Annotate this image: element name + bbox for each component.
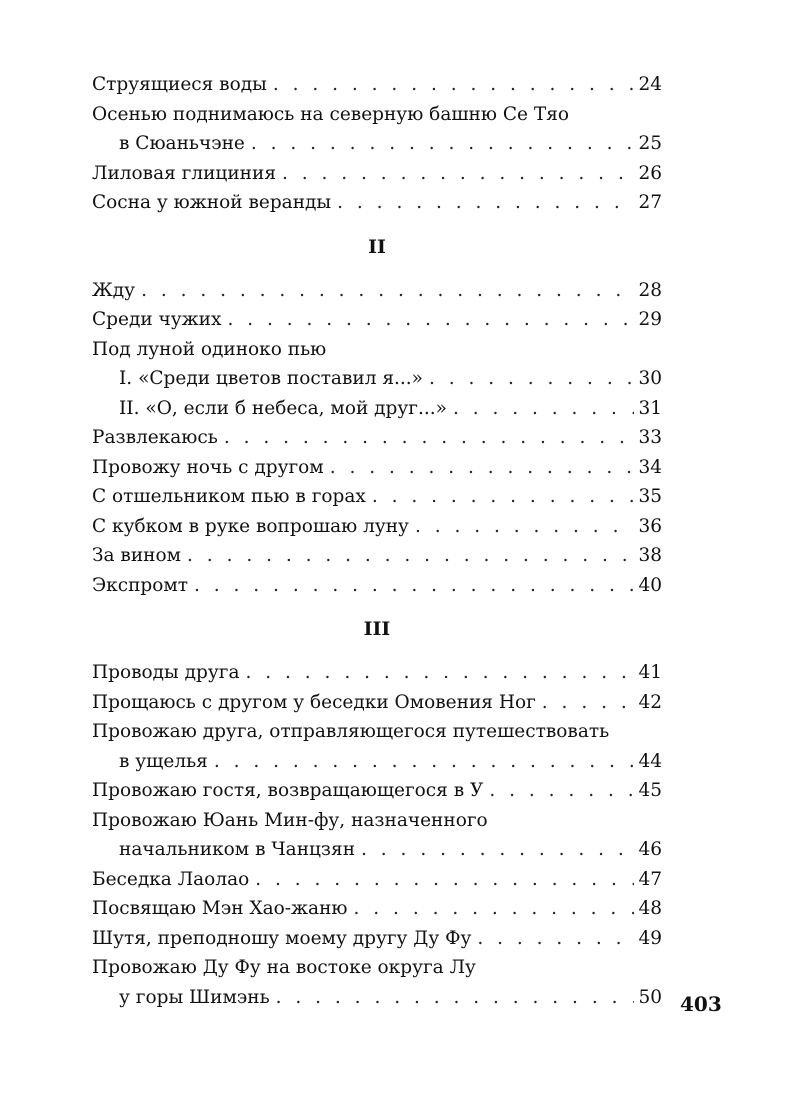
toc-entry-line (92, 835, 662, 865)
toc-entry (92, 953, 662, 1012)
dot-leader (330, 453, 634, 483)
entry-title: в Сюаньчэне (119, 133, 245, 154)
toc-entry (92, 482, 662, 512)
entry-title: Провожаю Ду Фу на востоке округа Лу (92, 957, 476, 978)
entry-title: Жду (92, 279, 136, 301)
dot-leader (246, 658, 634, 688)
toc-entry-line (92, 512, 662, 542)
entry-page-number: 44 (638, 750, 662, 772)
entry-title: С отшельником пью в горах (92, 486, 366, 507)
dot-leader (273, 70, 634, 100)
toc-entry-line (92, 747, 662, 777)
section-numeral: II (368, 235, 386, 258)
entry-page-number: 31 (638, 397, 662, 419)
toc-entry (92, 305, 662, 335)
dot-leader (477, 924, 634, 954)
dot-leader (214, 747, 634, 777)
toc-entry (92, 924, 662, 954)
dot-leader (415, 512, 634, 542)
entry-title: Среди чужих (92, 309, 222, 330)
dot-leader (227, 305, 634, 335)
dot-leader (282, 159, 634, 189)
dot-leader (542, 688, 634, 718)
toc-entry (92, 364, 662, 394)
toc-entry (92, 717, 662, 776)
entry-title: За вином (92, 545, 182, 566)
dot-leader (429, 364, 634, 394)
toc-entry (92, 512, 662, 542)
toc-entry-line (92, 983, 662, 1013)
toc-entry-line (92, 335, 662, 365)
toc-entry (92, 423, 662, 453)
toc-entry-line (92, 70, 662, 100)
toc-entry-line (92, 394, 662, 424)
toc-entry-line (92, 453, 662, 483)
entry-page-number: 24 (638, 74, 662, 95)
entry-title: Лиловая глициния (92, 162, 276, 184)
entry-title: Осенью поднимаюсь на северную башню Се Тяо (92, 103, 569, 125)
entry-title: II. «О, если б небеса, мой друг...» (119, 397, 447, 419)
toc-entry (92, 188, 662, 218)
entry-page-number: 27 (638, 192, 662, 213)
entry-title: Беседка Лаолао (92, 868, 250, 890)
entry-page-number: 34 (638, 456, 662, 478)
entry-page-number: 38 (638, 545, 662, 566)
dot-leader (224, 423, 634, 453)
entry-page-number: 35 (638, 486, 662, 507)
entry-title: Провожаю гостя, возвращающегося в У (92, 780, 484, 801)
entry-page-number: 33 (638, 427, 662, 448)
toc-entry (92, 394, 662, 424)
toc-entry (92, 865, 662, 895)
toc-section (92, 232, 662, 601)
toc-entry-line (92, 865, 662, 895)
dot-leader (141, 276, 634, 306)
entry-title: в ущелья (119, 750, 208, 772)
entry-title: Сосна у южной веранды (92, 192, 332, 213)
entry-title: Провожаю Юань Мин-фу, назначенного (92, 809, 488, 831)
toc-entry-line (92, 953, 662, 983)
toc-entry (92, 776, 662, 806)
table-of-contents (92, 70, 662, 1012)
toc-entry-line (92, 159, 662, 189)
dot-leader (337, 188, 634, 218)
toc-entry-line (92, 806, 662, 836)
toc-entry-line (92, 129, 662, 159)
entry-page-number: 42 (638, 691, 662, 713)
toc-entry (92, 658, 662, 688)
toc-entry (92, 276, 662, 306)
dot-leader (251, 129, 634, 159)
dot-leader (354, 894, 634, 924)
toc-entry-line (92, 658, 662, 688)
entry-title: начальником в Чанцзян (119, 839, 356, 860)
toc-entry-line (92, 717, 662, 747)
toc-entry (92, 159, 662, 189)
toc-entry-line (92, 541, 662, 571)
entry-title: I. «Среди цветов поставил я...» (119, 368, 423, 389)
toc-entry-line (92, 305, 662, 335)
entry-title: Провожу ночь с другом (92, 456, 324, 478)
toc-entry-line (92, 571, 662, 601)
entry-title: С кубком в руке вопрошаю луну (92, 515, 409, 537)
entry-page-number: 49 (638, 927, 662, 949)
entry-title: Проводы друга (92, 662, 240, 683)
toc-entry (92, 453, 662, 483)
toc-entry-line (92, 276, 662, 306)
entry-title: Посвящаю Мэн Хао-жаню (92, 898, 348, 919)
entry-page-number: 46 (638, 839, 662, 860)
entry-page-number: 41 (638, 662, 662, 683)
toc-entry (92, 541, 662, 571)
entry-page-number: 30 (638, 368, 662, 389)
dot-leader (187, 541, 634, 571)
entry-title: Струящиеся воды (92, 74, 267, 95)
entry-page-number: 36 (638, 515, 662, 537)
toc-entry-line (92, 188, 662, 218)
toc-entry-line (92, 688, 662, 718)
toc-entry-line (92, 776, 662, 806)
dot-leader (276, 983, 634, 1013)
entry-page-number: 40 (638, 574, 662, 596)
entry-title: у горы Шимэнь (119, 986, 270, 1008)
entry-page-number: 45 (638, 780, 662, 801)
toc-entry-line (92, 924, 662, 954)
toc-entry-line (92, 482, 662, 512)
section-numeral: III (363, 618, 391, 640)
toc-entry (92, 688, 662, 718)
entry-page-number: 28 (638, 279, 662, 301)
toc-entry-line (92, 100, 662, 130)
entry-page-number: 26 (638, 162, 662, 184)
dot-leader (361, 835, 634, 865)
entry-page-number: 50 (638, 986, 662, 1008)
dot-leader (255, 865, 634, 895)
page-number: 403 (680, 992, 722, 1016)
entry-title: Шутя, преподношу моему другу Ду Фу (92, 927, 472, 949)
toc-entry-line (92, 894, 662, 924)
entry-title: Прощаюсь с другом у беседки Омовения Ног (92, 691, 536, 713)
toc-entry (92, 100, 662, 159)
dot-leader (453, 394, 634, 424)
toc-section (92, 614, 662, 1012)
toc-entry (92, 894, 662, 924)
entry-title: Провожаю друга, отправляющегося путешествовать (92, 721, 610, 742)
entry-title: Экспромт (92, 574, 189, 596)
dot-leader (372, 482, 634, 512)
toc-entry (92, 806, 662, 865)
toc-entry (92, 70, 662, 100)
toc-entry (92, 571, 662, 601)
entry-page-number: 48 (638, 898, 662, 919)
toc-section (92, 70, 662, 218)
entry-page-number: 47 (638, 868, 662, 890)
entry-page-number: 29 (638, 309, 662, 330)
toc-entry (92, 335, 662, 365)
entry-title: Под луной одиноко пью (92, 338, 327, 360)
entry-page-number: 25 (638, 133, 662, 154)
toc-entry-line (92, 423, 662, 453)
dot-leader (194, 571, 634, 601)
dot-leader (489, 776, 634, 806)
toc-entry-line (92, 364, 662, 394)
entry-title: Развлекаюсь (92, 427, 218, 448)
